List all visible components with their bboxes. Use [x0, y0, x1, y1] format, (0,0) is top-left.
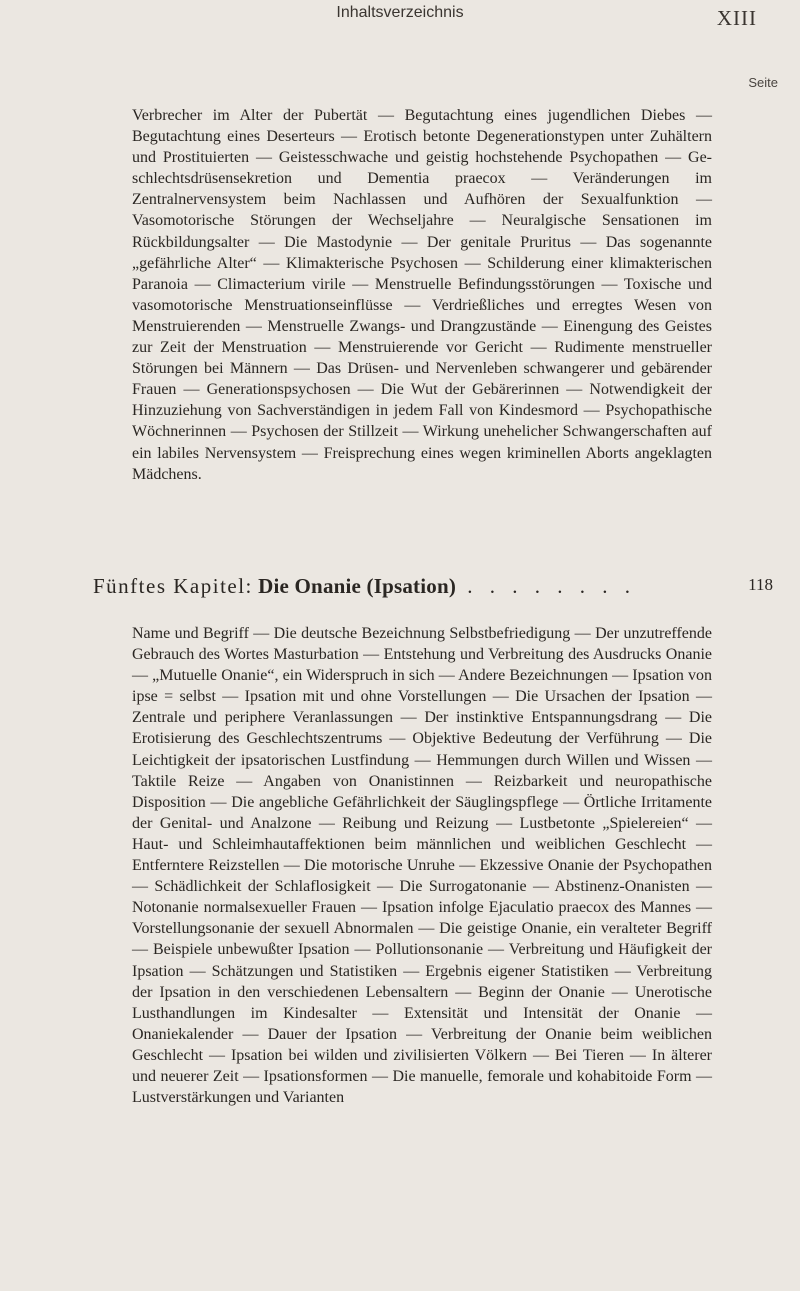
- chapter-label: Fünftes Kapitel:: [93, 574, 253, 598]
- chapter-heading: [93, 574, 773, 599]
- chapter-title: Die Onanie (Ipsation): [258, 574, 457, 598]
- chapter-page-number: 118: [748, 575, 773, 594]
- running-title: Inhaltsverzeichnis: [336, 4, 464, 21]
- leader-dots: . . . . . . . .: [467, 574, 637, 598]
- section-summary-text: Verbrecher im Alter der Pubertät — Begutachtung eines jugendlichen Diebes — Begutachtung eines Deserteurs — Erotisch betonte Degenerationstypen unter Zuhältern und Prostituierten — Geistesschwache und geistig hochstehende Psychopathen — Geschlechtsdrüsensekretion und Dementia praecox — Veränderungen im Zentralnervensystem beim Nachlassen und Aufhören der Sexualfunktion — Vasomotorische Störungen der Wechseljahre — Neuralgische Sensationen im Rückbildungsalter — Die Mastodynie — Der genitale Pruritus — Das sogenannte „gefährliche Alter“ — Klimakterische Psychosen — Schilderung einer klimakterischen Paranoia — Climacterium virile — Menstruelle Befindungsstörungen — Toxische und vasomotorische Menstruationseinflüsse — Verdrießliches und erregtes Wesen von Menstruierenden — Menstruelle Zwangs- und Drangzustände — Einengung des Geistes zur Zeit der Menstruation — Menstruierende vor Gericht — Rudimente menstrueller Störungen bei Männern — Das Drüsen- und Nervenleben schwangerer und gebärender Frauen — Generationspsychosen — Die Wut der Gebärerinnen — Notwendigkeit der Hinzuziehung von Sachverständigen in jedem Fall von Kindesmord — Psychopathische Wöchnerinnen — Psychosen der Stillzeit — Wirkung unehelicher Schwangerschaften auf ein labiles Nervensystem — Freisprechung eines wegen kriminellen Aborts angeklagten Mädchens.: [132, 107, 712, 483]
- chapter-summary-text: Name und Begriff — Die deutsche Bezeichnung Selbstbefriedigung — Der unzutreffende Gebrauch des Wortes Masturbation — Entstehung und Verbreitung des Ausdrucks Onanie — „Mutuelle Onanie“, ein Widerspruch in sich — Andere Bezeichnungen — Ipsation von ipse = selbst — Ipsation mit und ohne Vorstellungen — Die Ursachen der Ipsation — Zentrale und periphere Veranlassungen — Der instinktive Entspannungsdrang — Die Erotisierung des Geschlechtszentrums — Objektive Bedeutung der Verführung — Die Leichtigkeit der ipsatorischen Lustfindung — Hemmungen durch Willen und Wissen — Taktile Reize — Angaben von Onanistinnen — Reizbarkeit und neuropathische Disposition — Die angebliche Gefährlichkeit der Säuglingspflege — Örtliche Irritamente der Genital- und Analzone — Reibung und Reizung — Lustbetonte „Spielereien“ — Haut- und Schleimhautaffektionen beim männlichen und weiblichen Geschlecht — Entferntere Reizstellen — Die motorische Unruhe — Ekzessive Onanie der Psychopathen — Schädlichkeit der Schlaflosigkeit — Die Surrogatonanie — Abstinenz-Onanisten — Notonanie normalsexueller Frauen — Ipsation infolge Ejaculatio praecox des Mannes — Vorstellungsonanie der sexuell Abnormalen — Die geistige Onanie, ein veralteter Begriff — Beispiele unbewußter Ipsation — Pollutionsonanie — Verbreitung und Häufigkeit der Ipsation — Schätzungen und Statistiken — Ergebnis eigener Statistiken — Verbreitung der Ipsation in den verschiedenen Lebensaltern — Beginn der Onanie — Unerotische Lusthandlungen im Kindesalter — Extensität und Intensität der Onanie — Onaniekalender — Dauer der Ipsation — Verbreitung der Onanie beim weiblichen Geschlecht — Ipsation bei wilden und zivilisierten Völkern — Bei Tieren — In älterer und neuerer Zeit — Ipsationsformen — Die manuelle, femorale und kohabitoide Form — Lustverstärkungen und Varianten: [132, 625, 712, 1107]
- seite-label: Seite: [748, 75, 778, 90]
- page-number: XIII: [716, 6, 757, 30]
